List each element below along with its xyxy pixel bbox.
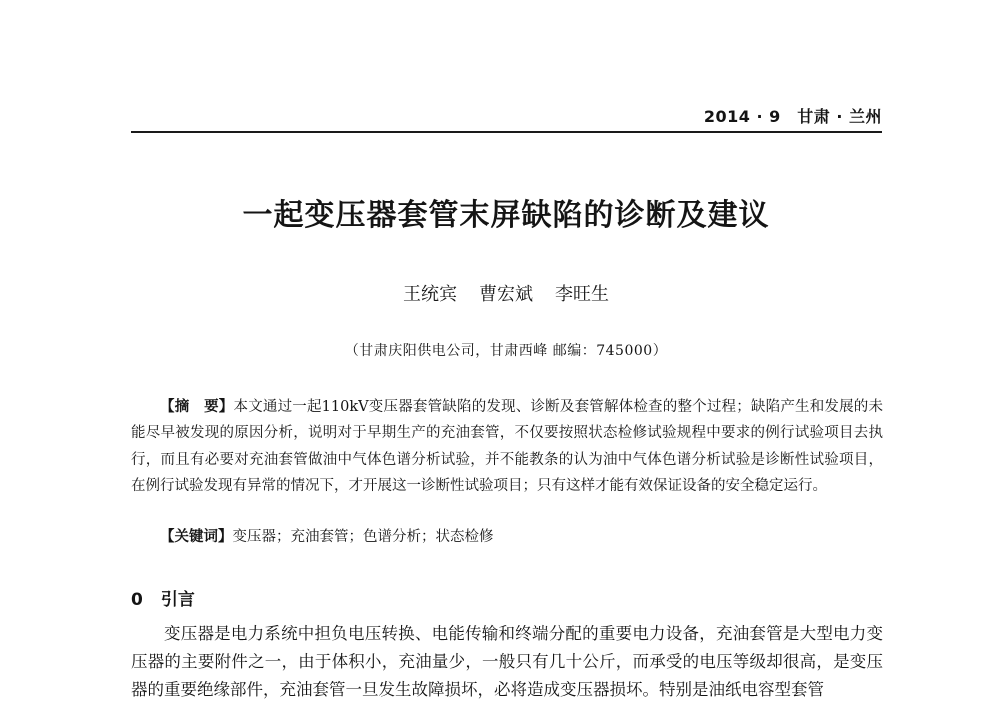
abstract bbox=[131, 394, 883, 499]
author-name: 王统宾 bbox=[403, 284, 457, 305]
keywords-text: 变压器；充油套管；色谱分析；状态检修 bbox=[232, 529, 494, 545]
abstract-text: 本文通过一起110kV变压器套管缺陷的发现、诊断及套管解体检查的整个过程；缺陷产生和发展的未能尽早被发现的原因分析，说明对于早期生产的充油套管，不仅要按照状态检修试验规程中要求的例行试验项目去执行，而且有必要对充油套管做油中气体色谱分析试验，并不能教条的认为油中气体色谱分析试验是诊断性试验项目，在例行试验发现有异常的情况下，才开展这一诊断性试验项目；只有这样才能有效保证设备的安全稳定运行。 bbox=[131, 399, 884, 494]
author-name: 曹宏斌 bbox=[479, 284, 533, 305]
section-title: 引言 bbox=[160, 590, 195, 610]
author-name: 李旺生 bbox=[555, 284, 609, 305]
abstract-label: 【摘 要】 bbox=[160, 399, 234, 415]
running-head: 2014 · 9 甘肃 · 兰州 bbox=[703, 107, 882, 126]
section-number: 0 bbox=[131, 590, 143, 610]
author-list bbox=[130, 280, 882, 306]
paper-title: 一起变压器套管末屏缺陷的诊断及建议 bbox=[242, 198, 770, 233]
affiliation: （甘肃庆阳供电公司，甘肃西峰 邮编：745000） bbox=[344, 343, 668, 359]
keywords-label: 【关键词】 bbox=[160, 529, 233, 545]
section-heading bbox=[131, 585, 195, 610]
body-paragraph: 变压器是电力系统中担负电压转换、电能传输和终端分配的重要电力设备，充油套管是大型电力变压器的主要附件之一，由于体积小，充油量少，一般只有几十公斤，而承受的电压等级却很高，是变压器的重要绝缘部件，充油套管一旦发生故障损坏，必将造成变压器损坏。特别是油纸电容型套管 bbox=[131, 624, 883, 699]
keywords bbox=[131, 524, 883, 550]
header-rule bbox=[131, 131, 882, 133]
